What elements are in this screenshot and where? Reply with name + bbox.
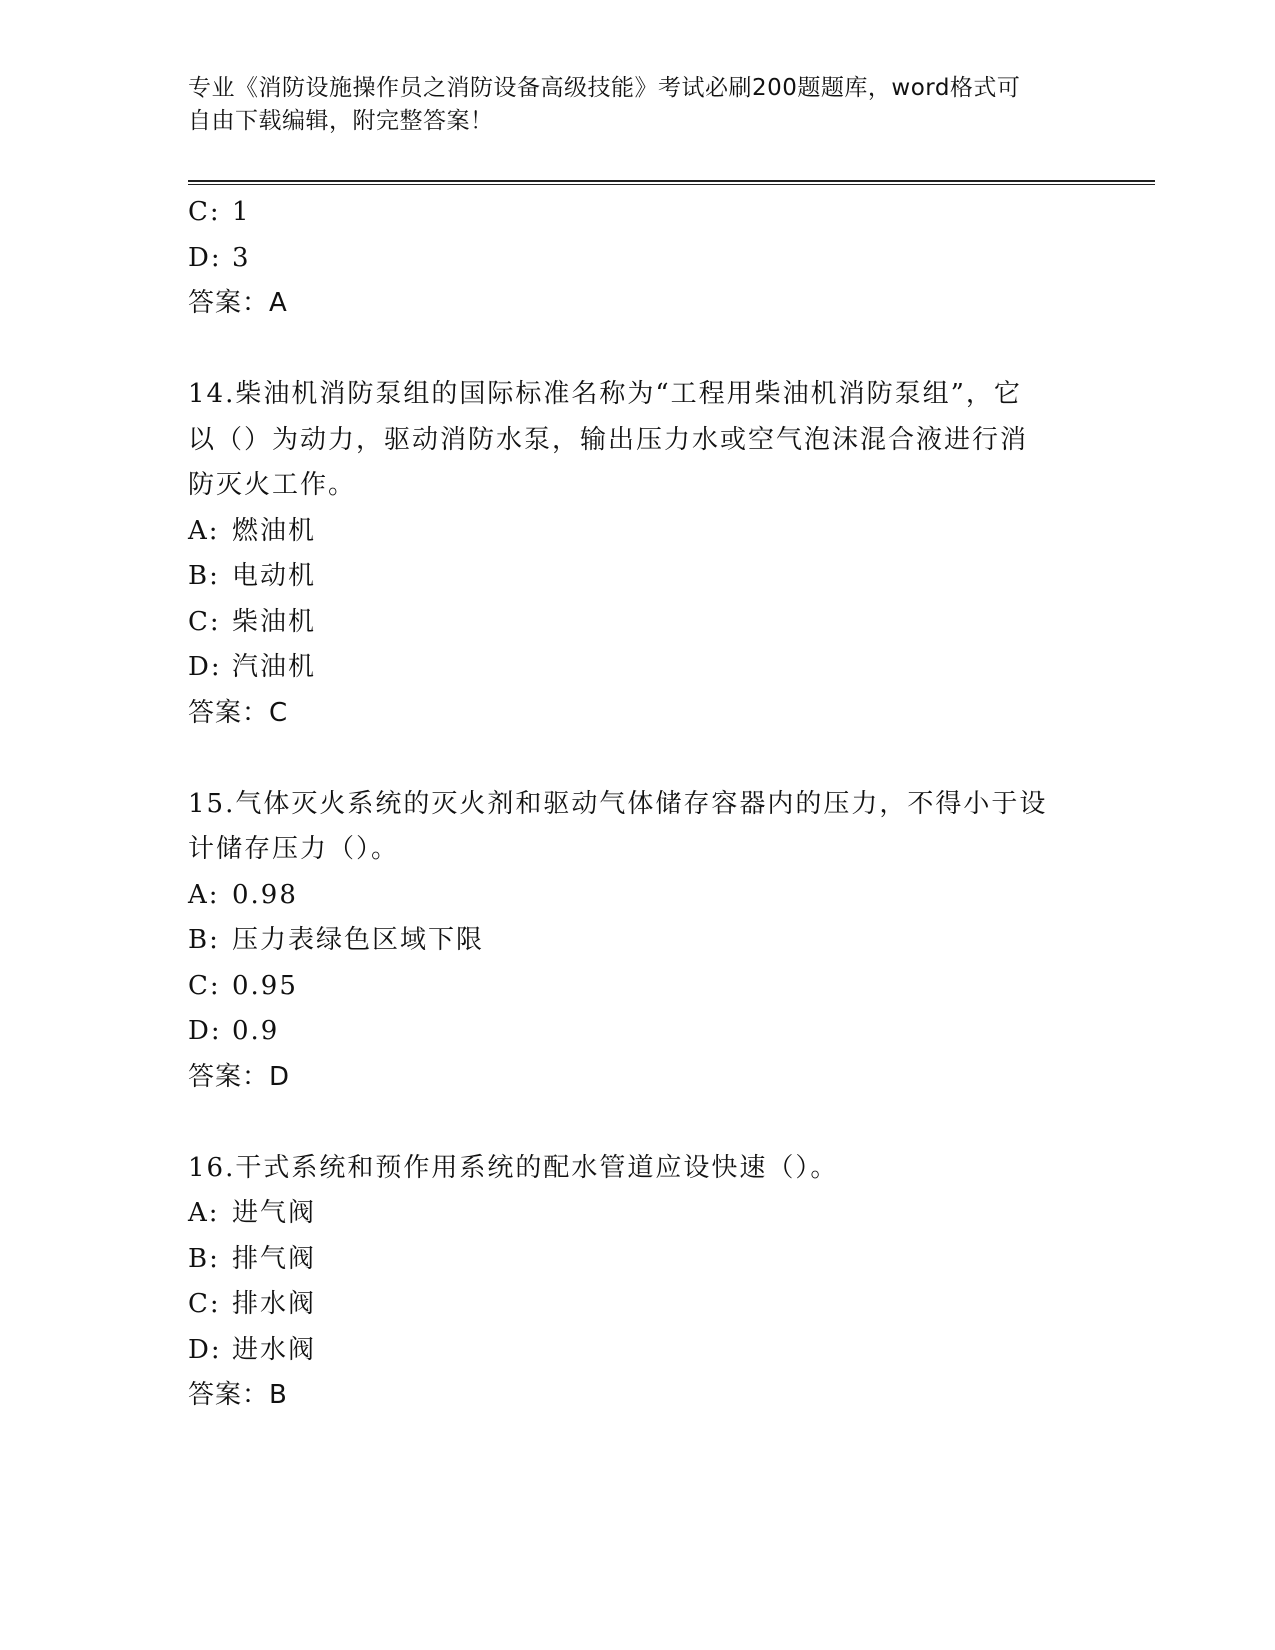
option-text: 0.98 — [232, 879, 298, 910]
option-a — [188, 509, 1088, 555]
option-text: 汽油机 — [232, 652, 317, 682]
option-label: A: — [188, 879, 220, 910]
option-d — [188, 236, 1088, 282]
answer-line: 答案：B — [188, 1380, 288, 1410]
option-c — [188, 600, 1088, 646]
option-label: B: — [188, 925, 220, 955]
option-text: 进水阀 — [232, 1334, 317, 1365]
question-text-line: 14.柴油机消防泵组的国际标准名称为“工程用柴油机消防泵组”，它 — [188, 379, 1022, 409]
header-divider-thick — [188, 180, 1155, 182]
option-text: 0.95 — [232, 970, 298, 1001]
option-label: C: — [188, 970, 221, 1001]
header-title-line-2: 自由下载编辑，附完整答案！ — [188, 108, 494, 134]
answer-line: 答案：C — [188, 697, 289, 728]
question-block-13 — [188, 190, 1088, 327]
option-a — [188, 1191, 1088, 1237]
option-c — [188, 964, 1088, 1010]
option-text: 燃油机 — [232, 515, 317, 546]
option-text: 排气阀 — [232, 1243, 317, 1274]
question-text-line: 16.干式系统和预作用系统的配水管道应设快速（）。 — [188, 1152, 839, 1183]
option-label: D: — [188, 1016, 222, 1046]
option-text: 柴油机 — [232, 606, 317, 637]
option-b — [188, 918, 1088, 964]
option-label: C: — [188, 606, 221, 637]
question-text-line: 防灭火工作。 — [188, 470, 357, 500]
option-label: A: — [188, 515, 220, 546]
question-block-14 — [188, 372, 1088, 736]
option-d — [188, 645, 1088, 691]
option-text: 3 — [232, 242, 251, 273]
option-label: D: — [188, 242, 222, 273]
option-text: 排水阀 — [232, 1289, 317, 1319]
question-block-16 — [188, 1146, 1088, 1419]
spacer — [188, 736, 1088, 782]
answer-line: 答案：D — [188, 1061, 291, 1092]
spacer — [188, 1100, 1088, 1146]
answer-line: 答案：A — [188, 288, 288, 318]
question-text-line: 以（）为动力，驱动消防水泵，输出压力水或空气泡沫混合液进行消 — [188, 424, 1029, 455]
option-text: 0.9 — [232, 1016, 280, 1046]
option-b — [188, 554, 1088, 600]
option-label: A: — [188, 1198, 220, 1228]
option-text: 压力表绿色区域下限 — [232, 925, 485, 955]
question-text-line: 计储存压力（）。 — [188, 834, 400, 864]
option-text: 电动机 — [232, 561, 317, 591]
option-text: 进气阀 — [232, 1198, 317, 1228]
option-label: D: — [188, 1334, 222, 1365]
option-c — [188, 190, 1088, 236]
option-label: D: — [188, 652, 222, 682]
header-title-line-1: 专业《消防设施操作员之消防设备高级技能》考试必刷200题题库，word格式可 — [188, 75, 1021, 101]
header-divider-thin — [188, 184, 1155, 185]
question-list — [188, 190, 1088, 1419]
option-label: C: — [188, 1289, 221, 1319]
option-text: 1 — [232, 197, 251, 227]
question-block-15 — [188, 782, 1088, 1101]
question-text-line: 15.气体灭火系统的灭火剂和驱动气体储存容器内的压力，不得小于设 — [188, 788, 1048, 819]
option-d — [188, 1009, 1088, 1055]
option-b — [188, 1237, 1088, 1283]
document-header — [188, 72, 1068, 138]
option-label: C: — [188, 197, 221, 227]
option-c — [188, 1282, 1088, 1328]
option-label: B: — [188, 561, 220, 591]
option-d — [188, 1328, 1088, 1374]
option-label: B: — [188, 1243, 220, 1274]
option-a — [188, 873, 1088, 919]
spacer — [188, 327, 1088, 373]
